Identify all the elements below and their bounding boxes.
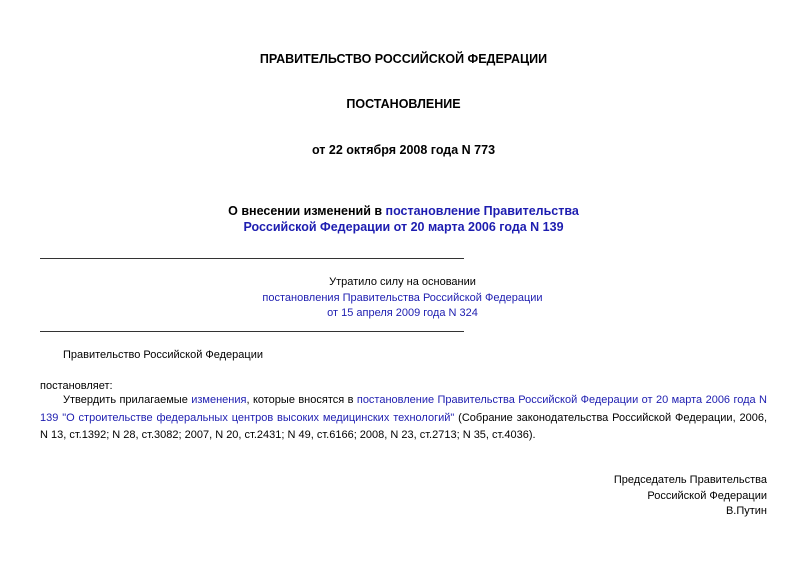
document-title-line-2 <box>0 220 807 234</box>
government-heading: ПРАВИТЕЛЬСТВО РОССИЙСКОЙ ФЕДЕРАЦИИ <box>259 52 548 66</box>
divider-top <box>40 258 464 259</box>
decree-139-link[interactable]: постановление Правительства Российской Федерации от 20 марта 2006 года N 139 "О строительстве федеральных центров высоких медицинских технологий" <box>40 394 767 424</box>
title-link-decree-139-cont[interactable]: Российской Федерации от 20 марта 2006 года N 139 <box>243 220 564 234</box>
paragraph-start: Утвердить прилагаемые <box>63 394 192 406</box>
document-type-heading: ПОСТАНОВЛЕНИЕ <box>346 97 461 111</box>
expired-note-link-line-2 <box>200 307 605 319</box>
expired-note-link-line-1 <box>200 292 605 304</box>
title-link-decree-139[interactable]: постановление Правительства <box>385 204 579 218</box>
document-title-line-1 <box>0 204 807 218</box>
signature-name: В.Путин <box>725 505 767 517</box>
signature-title-line-2: Российской Федерации <box>647 490 767 502</box>
paragraph-mid: , которые вносятся в <box>246 394 357 406</box>
decrees-text: постановляет: <box>40 380 113 392</box>
main-paragraph <box>40 392 767 445</box>
issuer-text: Правительство Российской Федерации <box>63 349 263 361</box>
document-date-number: от 22 октября 2008 года N 773 <box>311 143 496 157</box>
title-prefix: О внесении изменений в <box>228 204 386 218</box>
expired-note-link-cont[interactable]: от 15 апреля 2009 года N 324 <box>327 307 478 319</box>
changes-link[interactable]: изменения <box>191 394 247 406</box>
expired-note-line: Утратило силу на основании <box>329 276 476 288</box>
expired-note-link[interactable]: постановления Правительства Российской Федерации <box>262 292 543 304</box>
signature-title-line-1: Председатель Правительства <box>613 474 767 486</box>
paragraph-end: (Собрание законодательства Российской Федерации, 2006, N 13, ст.1392; N 28, ст.3082; 2007, N 20, ст.2431; N 49, ст.6166; 2008, N 23, ст.2713; N 35, ст.4036). <box>40 411 768 441</box>
divider-bottom <box>40 331 464 332</box>
